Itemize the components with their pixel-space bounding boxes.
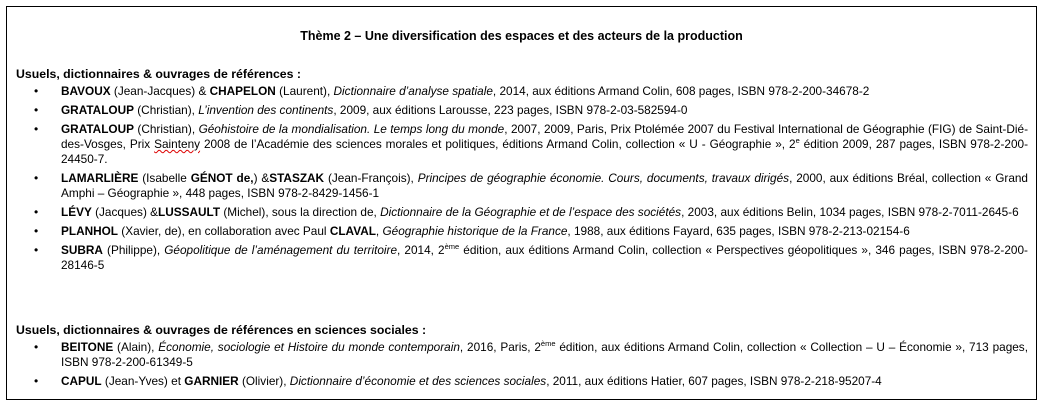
author-name: GARNIER: [184, 374, 239, 388]
book-title: Économie, sociologie et Histoire du monde contemporain: [158, 340, 460, 354]
author-name: LÉVY: [61, 205, 92, 219]
author-name: CHAPELON: [209, 84, 276, 98]
author-name: BEITONE: [61, 340, 114, 354]
bullet-icon: •: [34, 103, 39, 117]
reference-list-social-sciences: [7, 340, 1028, 393]
bullet-icon: •: [34, 122, 39, 136]
list-item: • BAVOUX (Jean-Jacques) & CHAPELON (Laurent), Dictionnaire d’analyse spatiale, 2014, aux éditions Armand Colin, 608 pages, ISBN 978-2-200-34678-2: [34, 84, 870, 98]
author-name: GRATALOUP: [61, 103, 134, 117]
author-name: BAVOUX: [61, 84, 111, 98]
section-heading-usuels: Usuels, dictionnaires & ouvrages de références :: [16, 67, 301, 81]
author-name: PLANHOL: [61, 224, 119, 238]
bullet-icon: •: [34, 224, 39, 238]
section-heading-sciences-sociales: Usuels, dictionnaires & ouvrages de références en sciences sociales :: [16, 323, 427, 337]
list-item: • LÉVY (Jacques) &LUSSAULT (Michel), sous la direction de, Dictionnaire de la Géographie et de l’espace des sociétés, 2003, aux éditions Belin, 1034 pages, ISBN 978-2-7011-2645-6: [34, 205, 1019, 219]
author-name: SUBRA: [61, 243, 103, 257]
reference-list-geography: [7, 84, 1028, 277]
document-frame: [6, 6, 1037, 400]
list-item: • LAMARLIÈRE (Isabelle GÉNOT de,) &STASZAK (Jean-François), Principes de géographie économie. Cours, documents, travaux dirigés, 2000, aux éditions Bréal, collection « Grand Amphi – Géographie », 448 pages, ISBN 978-2-8429-1456-1: [34, 171, 1028, 200]
author-name: CLAVAL: [329, 224, 376, 238]
list-item: • PLANHOL (Xavier, de), en collaboration avec Paul CLAVAL, Géographie historique de la France, 1988, aux éditions Fayard, 635 pages, ISBN 978-2-213-02154-6: [34, 224, 910, 238]
book-title: L’invention des continents: [198, 103, 334, 117]
bullet-icon: •: [34, 171, 39, 185]
bullet-icon: •: [34, 340, 39, 354]
list-item: • CAPUL (Jean-Yves) et GARNIER (Olivier), Dictionnaire d’économie et des sciences sociales, 2011, aux éditions Hatier, 607 pages, ISBN 978-2-218-95207-4: [34, 374, 882, 388]
author-name: GRATALOUP: [61, 122, 134, 136]
book-title: Principes de géographie économie. Cours, documents, travaux dirigés: [417, 171, 790, 185]
author-name: GÉNOT de,: [190, 171, 254, 185]
bullet-icon: •: [34, 243, 39, 257]
author-name: LUSSAULT: [158, 205, 221, 219]
book-title: Dictionnaire de la Géographie et de l’espace des sociétés: [380, 205, 682, 219]
page-title: Thème 2 – Une diversification des espaces et des acteurs de la production: [300, 29, 743, 43]
book-title: Géohistoire de la mondialisation. Le temps long du monde: [198, 122, 505, 136]
bullet-icon: •: [34, 374, 39, 388]
list-item: • GRATALOUP (Christian), L’invention des continents, 2009, aux éditions Larousse, 223 pages, ISBN 978-2-03-582594-0: [34, 103, 688, 117]
author-name: CAPUL: [61, 374, 102, 388]
author-name: STASZAK: [269, 171, 325, 185]
book-title: Dictionnaire d’économie et des sciences sociales: [289, 374, 547, 388]
list-item: • SUBRA (Philippe), Géopolitique de l’aménagement du territoire, 2014, 2ème édition, aux éditions Armand Colin, collection « Perspectives géopolitiques », 346 pages, ISBN 978-2-200-28146-5: [34, 242, 1028, 272]
bullet-icon: •: [34, 205, 39, 219]
author-name: LAMARLIÈRE: [61, 171, 139, 185]
book-title: Géographie historique de la France: [382, 224, 568, 238]
list-item: • BEITONE (Alain), Économie, sociologie et Histoire du monde contemporain, 2016, Paris, 2ème édition, aux éditions Armand Colin, collection « Collection – U – Économie », 713 pages, ISBN 978-2-200-61349-5: [34, 339, 1028, 369]
book-title: Géopolitique de l’aménagement du territoire: [164, 243, 398, 257]
book-title: Dictionnaire d’analyse spatiale: [333, 84, 493, 98]
list-item: • GRATALOUP (Christian), Géohistoire de la mondialisation. Le temps long du monde, 2007, 2009, Paris, Prix Ptolémée 2007 du Festival International de Géographie (FIG) de Saint-Dié-des-Vosges, Prix Sainteny 2008 de l’Académie des sciences morales et politiques, éditions Armand Colin, collection « U - Géographie », 2e édition 2009, 287 pages, ISBN 978-2-200-24450-7.: [34, 122, 1028, 166]
bullet-icon: •: [34, 84, 39, 98]
spellcheck-word: Sainteny: [154, 137, 201, 151]
